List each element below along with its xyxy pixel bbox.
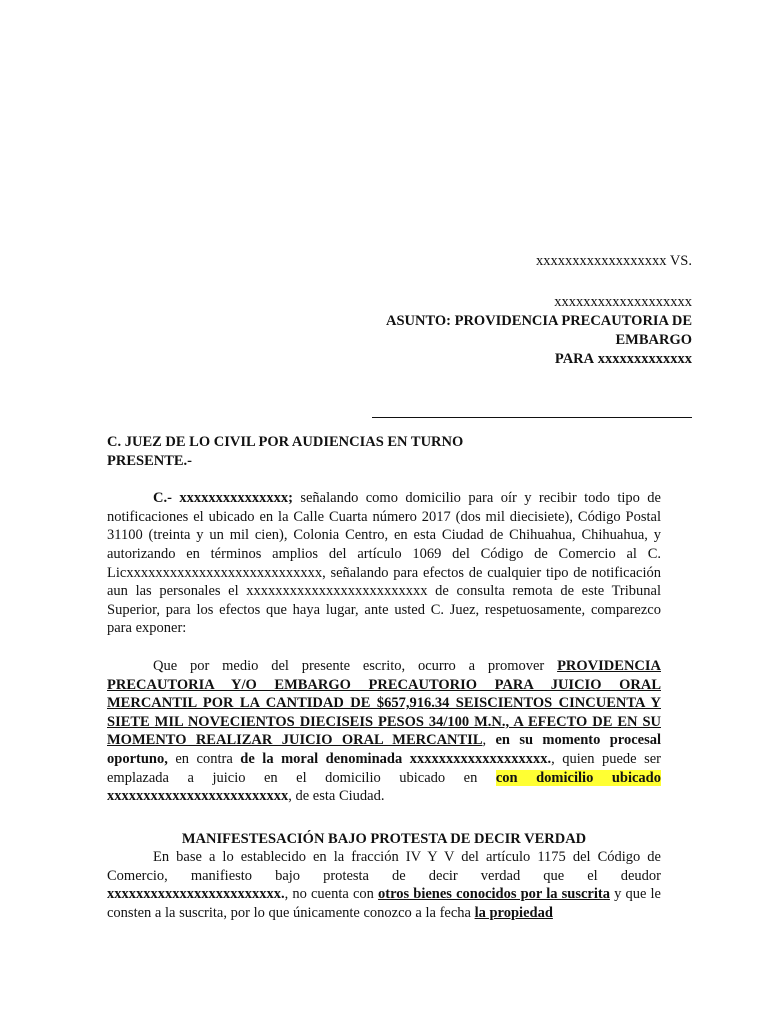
header-divider [372, 417, 692, 418]
petitioner-name: C.- xxxxxxxxxxxxxxx; [153, 490, 293, 507]
asunto-line-2: EMBARGO [615, 332, 692, 348]
claim-against: en contra [167, 750, 241, 767]
section-title: MANIFESTESACIÓN BAJO PROTESTA DE DECIR VERDAD [181, 830, 587, 847]
para-value: xxxxxxxxxxxxx [597, 351, 692, 367]
declaration-intro: En base a lo establecido en la fracción IV Y V del artículo 1175 del Código de Comercio, manifiesto bajo protesta de decir verdad que el deudor [107, 849, 661, 884]
claim-title: PROVIDENCIA PRECAUTORIA Y/O EMBARGO PRECAUTORIO PARA JUICIO ORAL MERCANTIL POR LA CANTIDAD DE $657,916.34 SEISCIENTOS CINCUENTA Y SIETE MIL NOVECIENTOS DIECISEIS PESOS 34/100 M.N., A EFECTO DE EN SU MOMENTO REALIZAR JUICIO ORAL MERCANTIL [107, 657, 661, 749]
paragraph-declaration [107, 848, 661, 922]
claim-comma: , [482, 732, 496, 749]
declaration-property: la propiedad [474, 905, 553, 922]
claim-address: xxxxxxxxxxxxxxxxxxxxxxxxx [107, 788, 289, 805]
asunto-line-1: ASUNTO: PROVIDENCIA PRECAUTORIA DE [385, 313, 692, 329]
paragraph-appearance [107, 489, 661, 638]
claim-intro: Que por medio del presente escrito, ocurro a promover [153, 657, 558, 674]
addressee-line-2: PRESENTE.- [107, 452, 193, 469]
highlighted-address-label: con domicilio ubicado [495, 769, 661, 786]
para-line [0, 350, 692, 369]
document-body [107, 433, 661, 923]
appearance-text: señalando como domicilio para oír y recibir todo tipo de notificaciones el ubicado en la Calle Cuarta número 2017 (dos mil diecisiete), Código Postal 31100 (treinta y un mil cien), Colonia Centro, en esta Ciudad de Chihuahua, Chihuahua, y autorizando en términos amplios del artículo 1069 del Código de Comercio al C. Licxxxxxxxxxxxxxxxxxxxxxxxxxxx, señalando para efectos de cualquier tipo de notificación aun las personales el xxxxxxxxxxxxxxxxxxxxxxxxx de consulta remota de este Tribunal Superior, para los efectos que haya lugar, ante usted C. Juez, respetuosamente, comparezco para exponer: [107, 490, 661, 637]
defendant-line: xxxxxxxxxxxxxxxxxxx [554, 294, 692, 310]
para-label: PARA [554, 351, 595, 367]
declaration-cont: y que le consten a la suscrita, por lo que únicamente conozco a la fecha [107, 886, 661, 922]
case-header [0, 252, 692, 369]
paragraph-claim [107, 657, 661, 806]
claim-moral: de la moral denominada xxxxxxxxxxxxxxxxxxx. [240, 750, 552, 767]
addressee-line-1: C. JUEZ DE LO CIVIL POR AUDIENCIAS EN TURNO [107, 434, 464, 450]
claim-cont: , quien puede ser emplazada a juicio en el domicilio ubicado en [107, 750, 661, 786]
declaration-mid: , no cuenta con [284, 886, 379, 903]
claim-moment: en su momento procesal oportuno, [107, 732, 662, 767]
addressee-block [107, 433, 661, 470]
declaration-goods: otros bienes conocidos por la suscrita [378, 886, 610, 903]
debtor-name: xxxxxxxxxxxxxxxxxxxxxxxx. [107, 886, 285, 903]
parties-line: xxxxxxxxxxxxxxxxxx VS. [535, 253, 692, 269]
claim-end: , de esta Ciudad. [288, 788, 385, 805]
